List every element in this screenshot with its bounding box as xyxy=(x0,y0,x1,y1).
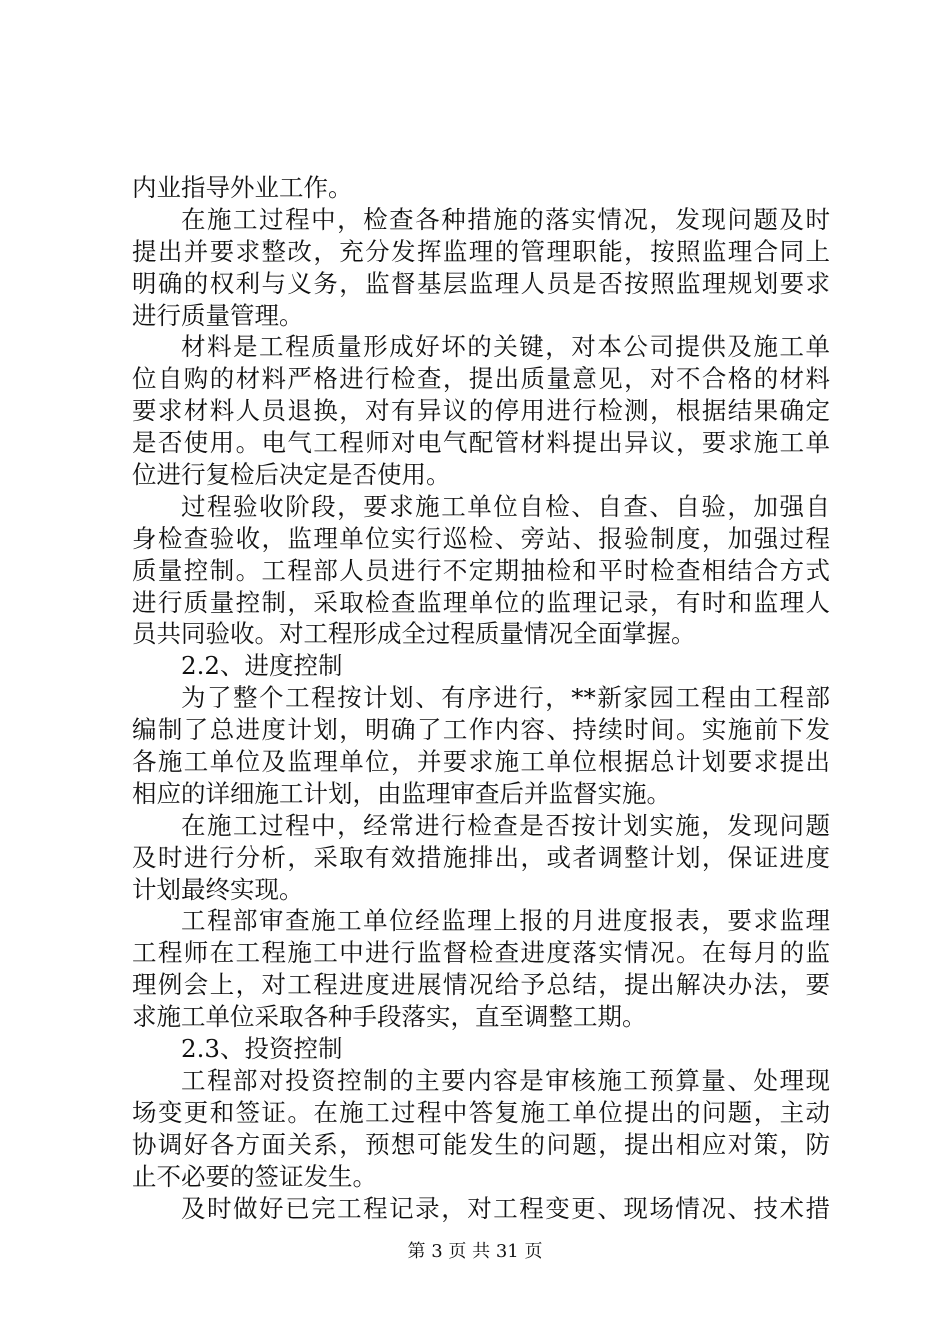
text-line: 及时进行分析，采取有效措施排出，或者调整计划，保证进度 xyxy=(132,842,830,872)
paragraph xyxy=(132,1065,830,1193)
text-line: 材料是工程质量形成好坏的关键，对本公司提供及施工单 xyxy=(181,332,830,362)
paragraph xyxy=(132,172,830,204)
text-line: 求施工单位采取各种手段落实，直至调整工期。 xyxy=(132,1002,647,1032)
text-line: 2.2、进度控制 xyxy=(181,651,343,681)
paragraph xyxy=(132,905,830,1033)
text-line: 工程部对投资控制的主要内容是审核施工预算量、处理现 xyxy=(181,1065,830,1095)
document-body xyxy=(132,172,830,1224)
text-line: 进行质量控制，采取检查监理单位的监理记录，有时和监理人 xyxy=(132,587,830,617)
text-line: 及时做好已完工程记录，对工程变更、现场情况、技术措 xyxy=(181,1193,830,1223)
paragraph xyxy=(132,1193,830,1225)
text-line: 明确的权利与义务，监督基层监理人员是否按照监理规划要求 xyxy=(132,268,830,298)
paragraph xyxy=(132,810,830,906)
text-line: 位自购的材料严格进行检查，提出质量意见，对不合格的材料 xyxy=(132,364,830,394)
paragraph xyxy=(132,682,830,810)
text-line: 过程验收阶段，要求施工单位自检、自查、自验，加强自 xyxy=(181,491,830,521)
text-line: 位进行复检后决定是否使用。 xyxy=(132,460,451,490)
text-line: 2.3、投资控制 xyxy=(181,1034,343,1064)
text-line: 编制了总进度计划，明确了工作内容、持续时间。实施前下发 xyxy=(132,715,830,745)
text-line: 止不必要的签证发生。 xyxy=(132,1161,377,1191)
text-line: 在施工过程中，检查各种措施的落实情况，发现问题及时 xyxy=(181,204,830,234)
text-line: 内业指导外业工作。 xyxy=(132,173,353,202)
text-line: 场变更和签证。在施工过程中答复施工单位提出的问题，主动 xyxy=(132,1097,830,1127)
text-line: 质量控制。工程部人员进行不定期抽检和平时检查相结合方式 xyxy=(132,555,830,585)
text-line: 各施工单位及监理单位，并要求施工单位根据总计划要求提出 xyxy=(132,747,830,777)
section-heading xyxy=(132,650,830,682)
text-line: 进行质量管理。 xyxy=(132,300,304,330)
text-line: 工程部审查施工单位经监理上报的月进度报表，要求监理 xyxy=(181,906,830,936)
page-footer: 第 3 页 共 31 页 xyxy=(407,1241,543,1262)
text-line: 提出并要求整改，充分发挥监理的管理职能，按照监理合同上 xyxy=(132,236,830,266)
text-line: 理例会上，对工程进度进展情况给予总结，提出解决办法，要 xyxy=(132,970,830,1000)
paragraph xyxy=(132,204,830,332)
text-line: 协调好各方面关系，预想可能发生的问题，提出相应对策，防 xyxy=(132,1129,830,1159)
text-line: 为了整个工程按计划、有序进行，**新家园工程由工程部 xyxy=(181,683,830,713)
text-line: 是否使用。电气工程师对电气配管材料提出异议，要求施工单 xyxy=(132,428,830,458)
text-line: 工程师在工程施工中进行监督检查进度落实情况。在每月的监 xyxy=(132,938,830,968)
text-line: 相应的详细施工计划，由监理审查后并监督实施。 xyxy=(132,778,671,808)
text-line: 计划最终实现。 xyxy=(132,874,304,904)
paragraph xyxy=(132,491,830,650)
paragraph xyxy=(132,331,830,490)
text-line: 要求材料人员退换，对有异议的停用进行检测，根据结果确定 xyxy=(132,396,830,426)
text-line: 员共同验收。对工程形成全过程质量情况全面掌握。 xyxy=(132,619,696,649)
text-line: 身检查验收，监理单位实行巡检、旁站、报验制度，加强过程 xyxy=(132,523,830,553)
section-heading xyxy=(132,1033,830,1065)
text-line: 在施工过程中，经常进行检查是否按计划实施，发现问题 xyxy=(181,810,830,840)
